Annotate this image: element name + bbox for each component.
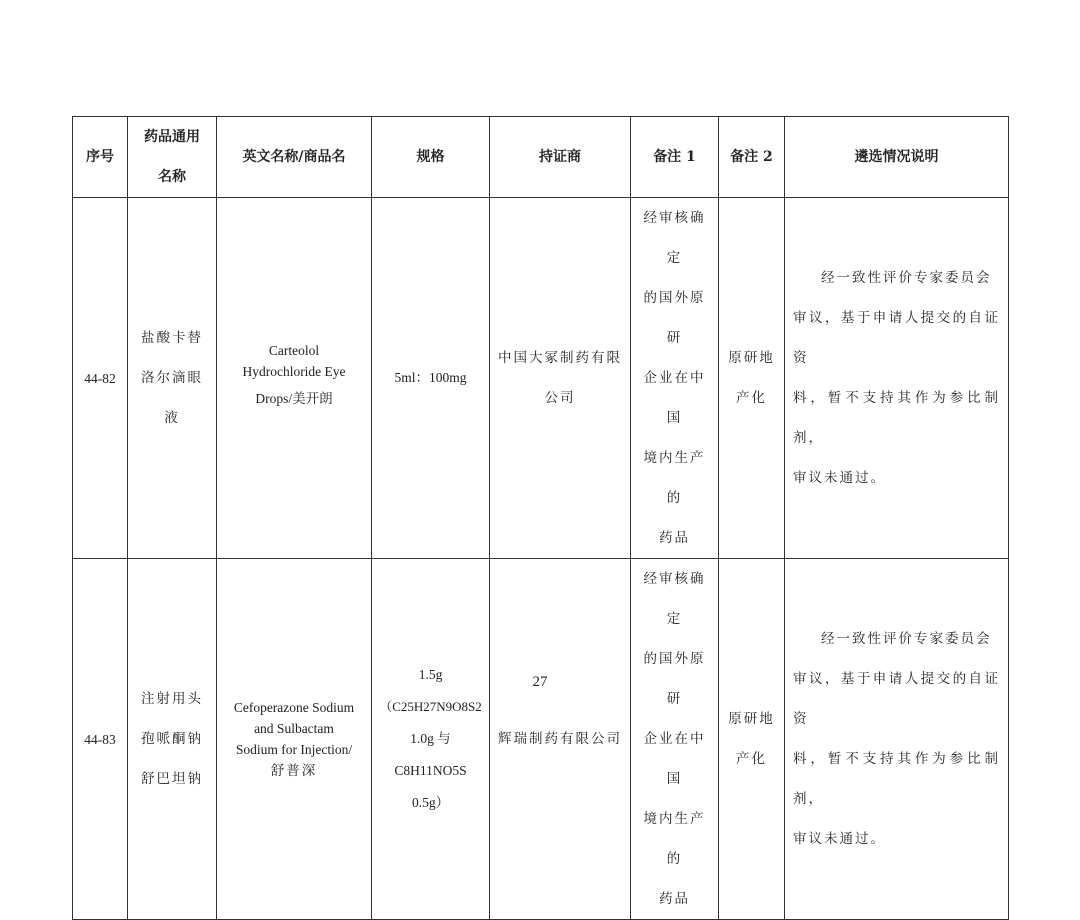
explanation-line: 审议未通过。 <box>793 831 886 847</box>
cell-spec <box>372 198 490 559</box>
header-generic-name-line: 药品通用 <box>144 129 200 145</box>
cell-english-name <box>217 198 372 559</box>
spec-line: 5ml：100mg <box>394 370 467 385</box>
header-english-name: 英文名称/商品名 <box>217 117 372 198</box>
explanation-line: 经一致性评价专家委员会 <box>821 270 992 286</box>
explanation-line: 审议，基于申请人提交的自证资 <box>793 310 1000 366</box>
cell-english-name <box>217 559 372 920</box>
holder-line: 辉瑞制药有限公司 <box>498 731 622 747</box>
cell-spec <box>372 559 490 920</box>
cell-remark2 <box>719 559 785 920</box>
english-name-line: Hydrochloride Eye <box>242 364 346 379</box>
remark1-line: 药品 <box>659 530 690 546</box>
remark1-line: 境内生产的 <box>643 811 706 867</box>
cell-generic-name <box>128 198 217 559</box>
holder-line: 中国大冢制药有限 <box>498 350 622 366</box>
explanation-line: 审议，基于申请人提交的自证资 <box>793 671 1000 727</box>
cell-holder <box>490 559 631 920</box>
drug-table <box>72 116 1009 920</box>
table-row <box>73 198 1009 559</box>
remark2-line: 原研地 <box>728 711 775 727</box>
generic-name-line: 洛尔滴眼 <box>141 370 203 386</box>
generic-name-line: 盐酸卡替 <box>141 330 203 346</box>
english-name-line: Sodium for Injection/ <box>235 742 353 757</box>
header-generic-name-line: 名称 <box>158 169 186 185</box>
cell-no: 44-82 <box>73 198 128 559</box>
header-spec: 规格 <box>372 117 490 198</box>
remark1-line: 的国外原研 <box>643 290 706 346</box>
english-name-line: and Sulbactam <box>254 721 334 736</box>
generic-name-line: 舒巴坦钠 <box>141 771 203 787</box>
spec-line: 1.0g 与 <box>410 731 451 746</box>
generic-name-line: 孢哌酮钠 <box>141 731 203 747</box>
english-name-line: Drops/美开朗 <box>255 391 333 406</box>
explanation-line: 审议未通过。 <box>793 470 886 486</box>
remark1-line: 企业在中国 <box>643 370 706 426</box>
spec-line: C8H11NO5S <box>394 763 467 778</box>
remark1-line: 境内生产的 <box>643 450 706 506</box>
cell-remark1 <box>631 559 719 920</box>
cell-explanation <box>785 559 1009 920</box>
page-number: 27 <box>532 674 548 690</box>
english-name-line: Cefoperazone Sodium <box>233 700 355 715</box>
remark1-line: 企业在中国 <box>643 731 706 787</box>
cell-holder <box>490 198 631 559</box>
generic-name-line: 液 <box>164 410 180 426</box>
spec-line: 1.5g <box>418 667 443 682</box>
remark2-line: 产化 <box>736 390 767 406</box>
spec-line: （C25H27N9O8S2 <box>379 699 482 714</box>
remark2-line: 原研地 <box>728 350 775 366</box>
header-remark2: 备注 2 <box>719 117 785 198</box>
generic-name-line: 注射用头 <box>141 691 203 707</box>
remark1-line: 的国外原研 <box>643 651 706 707</box>
cell-explanation <box>785 198 1009 559</box>
english-name-line: Carteolol <box>268 343 320 358</box>
header-row <box>73 117 1009 198</box>
header-no: 序号 <box>73 117 128 198</box>
cell-generic-name <box>128 559 217 920</box>
cell-remark1 <box>631 198 719 559</box>
explanation-line: 料，暂不支持其作为参比制剂， <box>793 390 1000 446</box>
header-generic-name <box>128 117 217 198</box>
remark1-line: 药品 <box>659 891 690 907</box>
remark2-line: 产化 <box>736 751 767 767</box>
header-holder: 持证商 <box>490 117 631 198</box>
remark1-line: 经审核确定 <box>643 210 706 266</box>
table-row <box>73 559 1009 920</box>
cell-remark2 <box>719 198 785 559</box>
cell-no: 44-83 <box>73 559 128 920</box>
header-explanation: 遴选情况说明 <box>785 117 1009 198</box>
spec-line: 0.5g） <box>411 795 450 810</box>
holder-line: 公司 <box>544 390 576 406</box>
header-remark1: 备注 1 <box>631 117 719 198</box>
explanation-line: 经一致性评价专家委员会 <box>821 631 992 647</box>
explanation-line: 料，暂不支持其作为参比制剂， <box>793 751 1000 807</box>
english-name-line: 舒普深 <box>270 763 318 778</box>
remark1-line: 经审核确定 <box>643 571 706 627</box>
